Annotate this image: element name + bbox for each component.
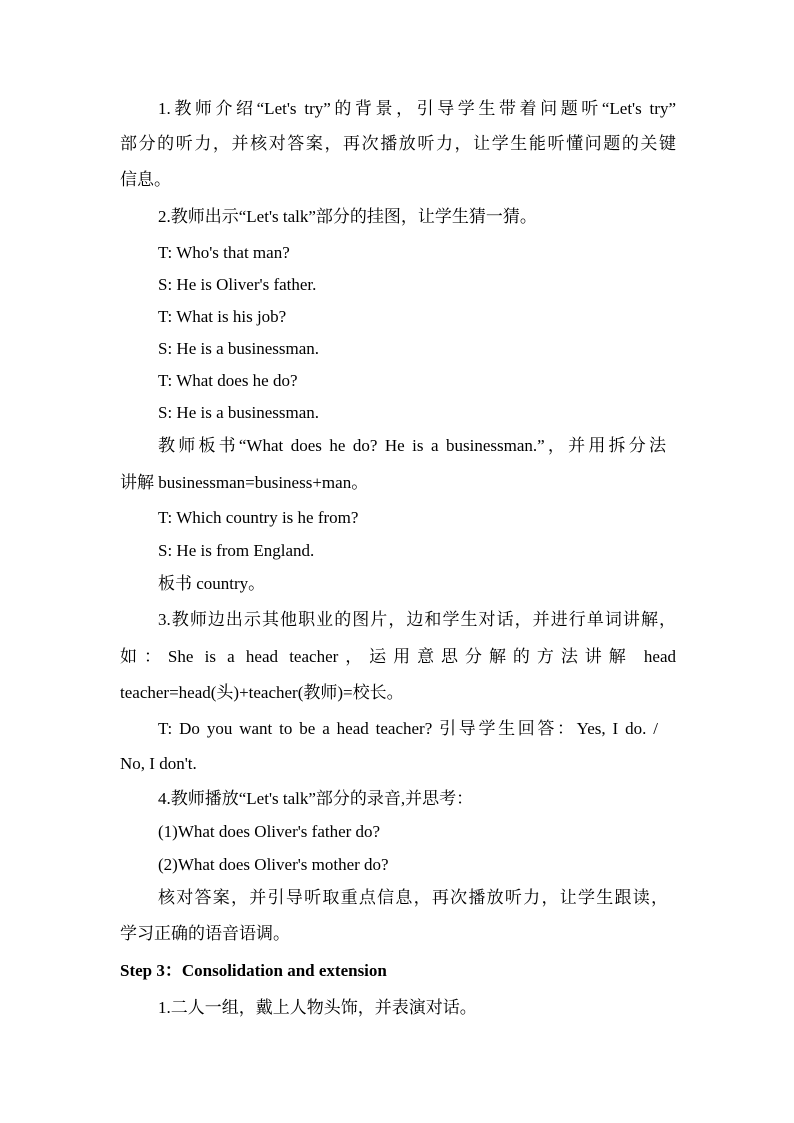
paragraph-line: 3.教师边出示其他职业的图片，边和学生对话，并进行单词讲解， [158, 610, 676, 629]
paragraph-line: No, I don't. [120, 754, 197, 773]
paragraph-line: 核对答案，并引导听取重点信息，再次播放听力，让学生跟读， [158, 888, 668, 907]
paragraph-line: 板书 country。 [158, 574, 266, 593]
dialogue-line: S: He is Oliver's father. [158, 275, 317, 294]
paragraph-line: teacher=head(头)+teacher(教师)=校长。 [120, 683, 404, 702]
paragraph-line: 1.二人一组，戴上人物头饰，并表演对话。 [158, 998, 477, 1017]
dialogue-line: S: He is a businessman. [158, 403, 320, 422]
dialogue-line: T: What does he do? [158, 371, 298, 390]
paragraph-line: 1.教师介绍“Let's try”的背景，引导学生带着问题听“Let's try” [158, 99, 676, 118]
dialogue-line: T: What is his job? [158, 307, 287, 326]
paragraph-line: 讲解 businessman=business+man。 [120, 473, 369, 492]
paragraph-line: 教师板书“What does he do? He is a businessman.”，并用拆分法 [158, 436, 666, 455]
question-line: (2)What does Oliver's mother do? [158, 855, 389, 874]
dialogue-line: S: He is a businessman. [158, 339, 320, 358]
paragraph-line: 信息。 [120, 170, 171, 189]
dialogue-line: T: Who's that man? [158, 243, 290, 262]
paragraph-line: 学习正确的语音语调。 [120, 924, 290, 943]
paragraph-line: 4.教师播放“Let's talk”部分的录音,并思考： [158, 789, 474, 808]
step-heading: Step 3：Consolidation and extension [120, 961, 387, 980]
question-line: (1)What does Oliver's father do? [158, 822, 381, 841]
dialogue-line: T: Which country is he from? [158, 508, 359, 527]
paragraph-line: 如：She is a head teacher，运用意思分解的方法讲解 head [120, 647, 676, 666]
dialogue-line: S: He is from England. [158, 541, 315, 560]
paragraph-line: 2.教师出示“Let's talk”部分的挂图，让学生猜一猜。 [158, 207, 537, 226]
paragraph-line: 部分的听力，并核对答案，再次播放听力，让学生能听懂问题的关键 [120, 134, 676, 153]
paragraph-line: T: Do you want to be a head teacher? 引导学生回答：Yes, I do. / [158, 719, 658, 738]
